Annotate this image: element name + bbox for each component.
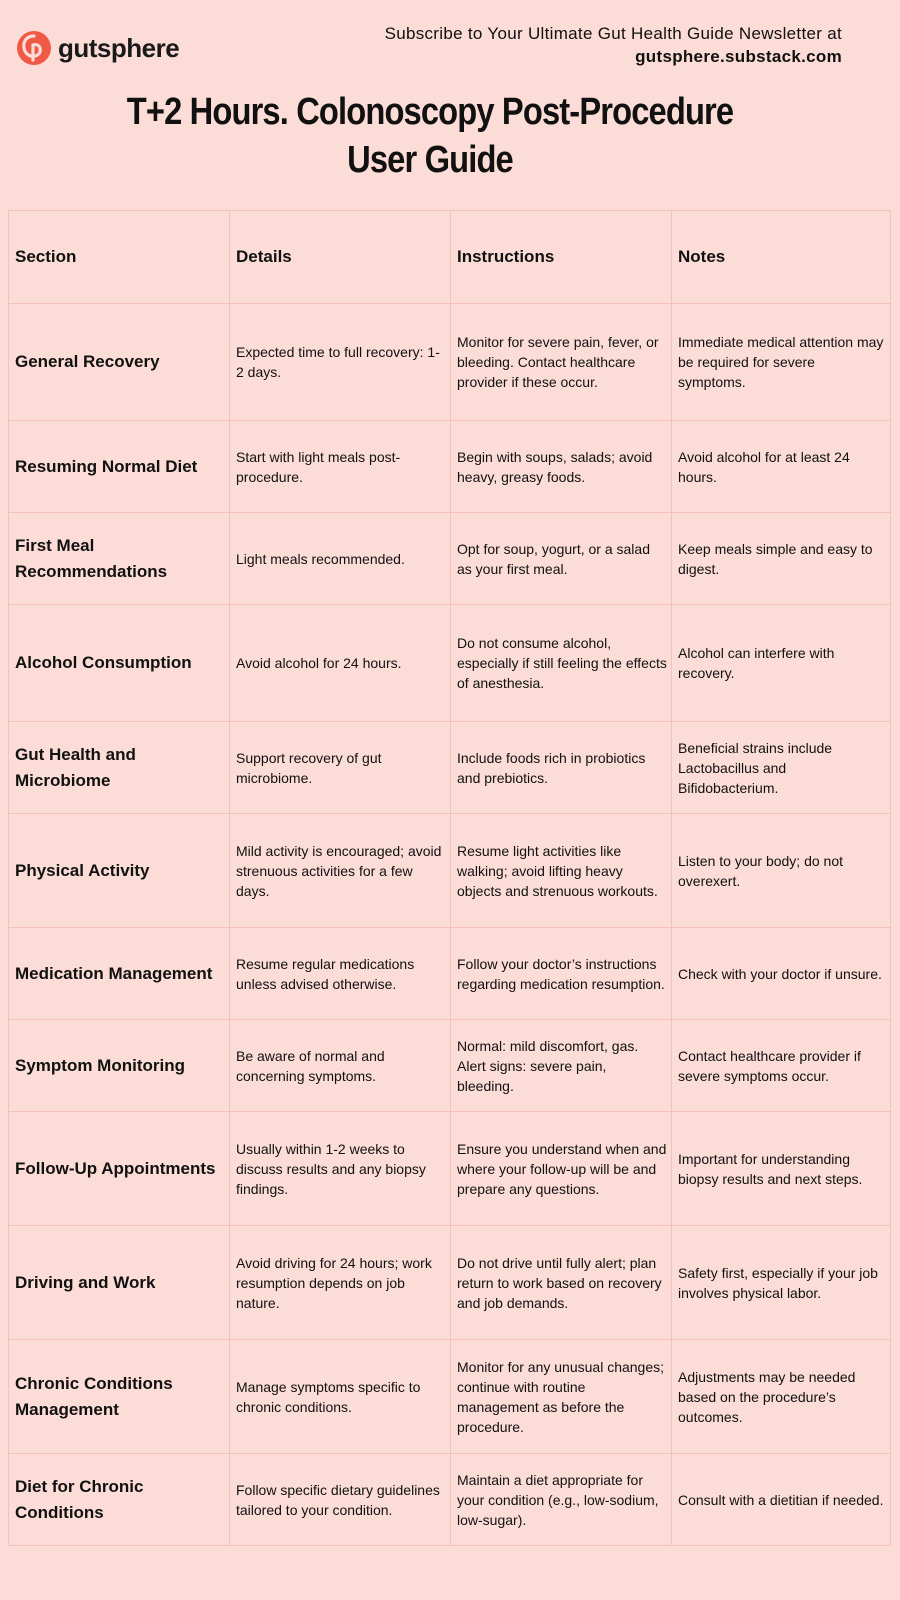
instructions-cell: Monitor for severe pain, fever, or bleeding. Contact healthcare provider if these occur.: [451, 304, 672, 421]
table-row: [9, 722, 891, 814]
notes-cell: Adjustments may be needed based on the procedure’s outcomes.: [672, 1340, 891, 1454]
section-cell: Symptom Monitoring: [9, 1020, 230, 1112]
details-cell: Support recovery of gut microbiome.: [230, 722, 451, 814]
column-header: Notes: [672, 211, 891, 304]
notes-cell: Immediate medical attention may be required for severe symptoms.: [672, 304, 891, 421]
table-row: [9, 1020, 891, 1112]
table-row: [9, 304, 891, 421]
title-line-2: User Guide: [347, 139, 513, 181]
instructions-cell: Resume light activities like walking; avoid lifting heavy objects and strenuous workouts.: [451, 814, 672, 928]
section-cell: First Meal Recommendations: [9, 513, 230, 605]
details-cell: Light meals recommended.: [230, 513, 451, 605]
subscribe-text: Subscribe to Your Ultimate Gut Health Guide Newsletter at: [384, 24, 842, 43]
details-cell: Mild activity is encouraged; avoid strenuous activities for a few days.: [230, 814, 451, 928]
details-cell: Expected time to full recovery: 1-2 days.: [230, 304, 451, 421]
table-row: [9, 605, 891, 722]
guide-table: [8, 210, 891, 1546]
section-cell: General Recovery: [9, 304, 230, 421]
table-row: [9, 421, 891, 513]
table-header-row: [9, 211, 891, 304]
section-cell: Chronic Conditions Management: [9, 1340, 230, 1454]
instructions-cell: Opt for soup, yogurt, or a salad as your first meal.: [451, 513, 672, 605]
table-row: [9, 1340, 891, 1454]
section-cell: Follow-Up Appointments: [9, 1112, 230, 1226]
table-row: [9, 1454, 891, 1546]
notes-cell: Safety first, especially if your job involves physical labor.: [672, 1226, 891, 1340]
notes-cell: Contact healthcare provider if severe symptoms occur.: [672, 1020, 891, 1112]
newsletter-link[interactable]: gutsphere.substack.com: [635, 47, 842, 66]
brand-name: gutsphere: [58, 32, 180, 63]
details-cell: Usually within 1-2 weeks to discuss results and any biopsy findings.: [230, 1112, 451, 1226]
instructions-cell: Include foods rich in probiotics and prebiotics.: [451, 722, 672, 814]
instructions-cell: Do not drive until fully alert; plan return to work based on recovery and job demands.: [451, 1226, 672, 1340]
notes-cell: Check with your doctor if unsure.: [672, 928, 891, 1020]
column-header: Section: [9, 211, 230, 304]
details-cell: Follow specific dietary guidelines tailored to your condition.: [230, 1454, 451, 1546]
details-cell: Resume regular medications unless advised otherwise.: [230, 928, 451, 1020]
section-cell: Gut Health and Microbiome: [9, 722, 230, 814]
instructions-cell: Monitor for any unusual changes; continue with routine management as before the procedure.: [451, 1340, 672, 1454]
notes-cell: Consult with a dietitian if needed.: [672, 1454, 891, 1546]
subscribe-banner: [385, 22, 842, 68]
brand-logo: [16, 30, 179, 66]
instructions-cell: Normal: mild discomfort, gas. Alert signs: severe pain, bleeding.: [451, 1020, 672, 1112]
table-row: [9, 928, 891, 1020]
section-cell: Medication Management: [9, 928, 230, 1020]
notes-cell: Alcohol can interfere with recovery.: [672, 605, 891, 722]
section-cell: Alcohol Consumption: [9, 605, 230, 722]
instructions-cell: Ensure you understand when and where your follow-up will be and prepare any questions.: [451, 1112, 672, 1226]
table-row: [9, 1226, 891, 1340]
column-header: Instructions: [451, 211, 672, 304]
section-cell: Resuming Normal Diet: [9, 421, 230, 513]
table-row: [9, 513, 891, 605]
details-cell: Be aware of normal and concerning symptoms.: [230, 1020, 451, 1112]
table-row: [9, 1112, 891, 1226]
section-cell: Diet for Chronic Conditions: [9, 1454, 230, 1546]
section-cell: Driving and Work: [9, 1226, 230, 1340]
details-cell: Start with light meals post-procedure.: [230, 421, 451, 513]
column-header: Details: [230, 211, 451, 304]
notes-cell: Important for understanding biopsy results and next steps.: [672, 1112, 891, 1226]
notes-cell: Keep meals simple and easy to digest.: [672, 513, 891, 605]
gutsphere-logo-icon: [16, 30, 52, 66]
instructions-cell: Maintain a diet appropriate for your condition (e.g., low-sodium, low-sugar).: [451, 1454, 672, 1546]
page-title: [60, 88, 800, 184]
details-cell: Avoid driving for 24 hours; work resumption depends on job nature.: [230, 1226, 451, 1340]
table-row: [9, 814, 891, 928]
section-cell: Physical Activity: [9, 814, 230, 928]
notes-cell: Listen to your body; do not overexert.: [672, 814, 891, 928]
title-line-1: T+2 Hours. Colonoscopy Post-Procedure: [126, 91, 734, 133]
details-cell: Avoid alcohol for 24 hours.: [230, 605, 451, 722]
notes-cell: Beneficial strains include Lactobacillus and Bifidobacterium.: [672, 722, 891, 814]
notes-cell: Avoid alcohol for at least 24 hours.: [672, 421, 891, 513]
instructions-cell: Begin with soups, salads; avoid heavy, greasy foods.: [451, 421, 672, 513]
instructions-cell: Do not consume alcohol, especially if still feeling the effects of anesthesia.: [451, 605, 672, 722]
details-cell: Manage symptoms specific to chronic conditions.: [230, 1340, 451, 1454]
instructions-cell: Follow your doctor’s instructions regarding medication resumption.: [451, 928, 672, 1020]
